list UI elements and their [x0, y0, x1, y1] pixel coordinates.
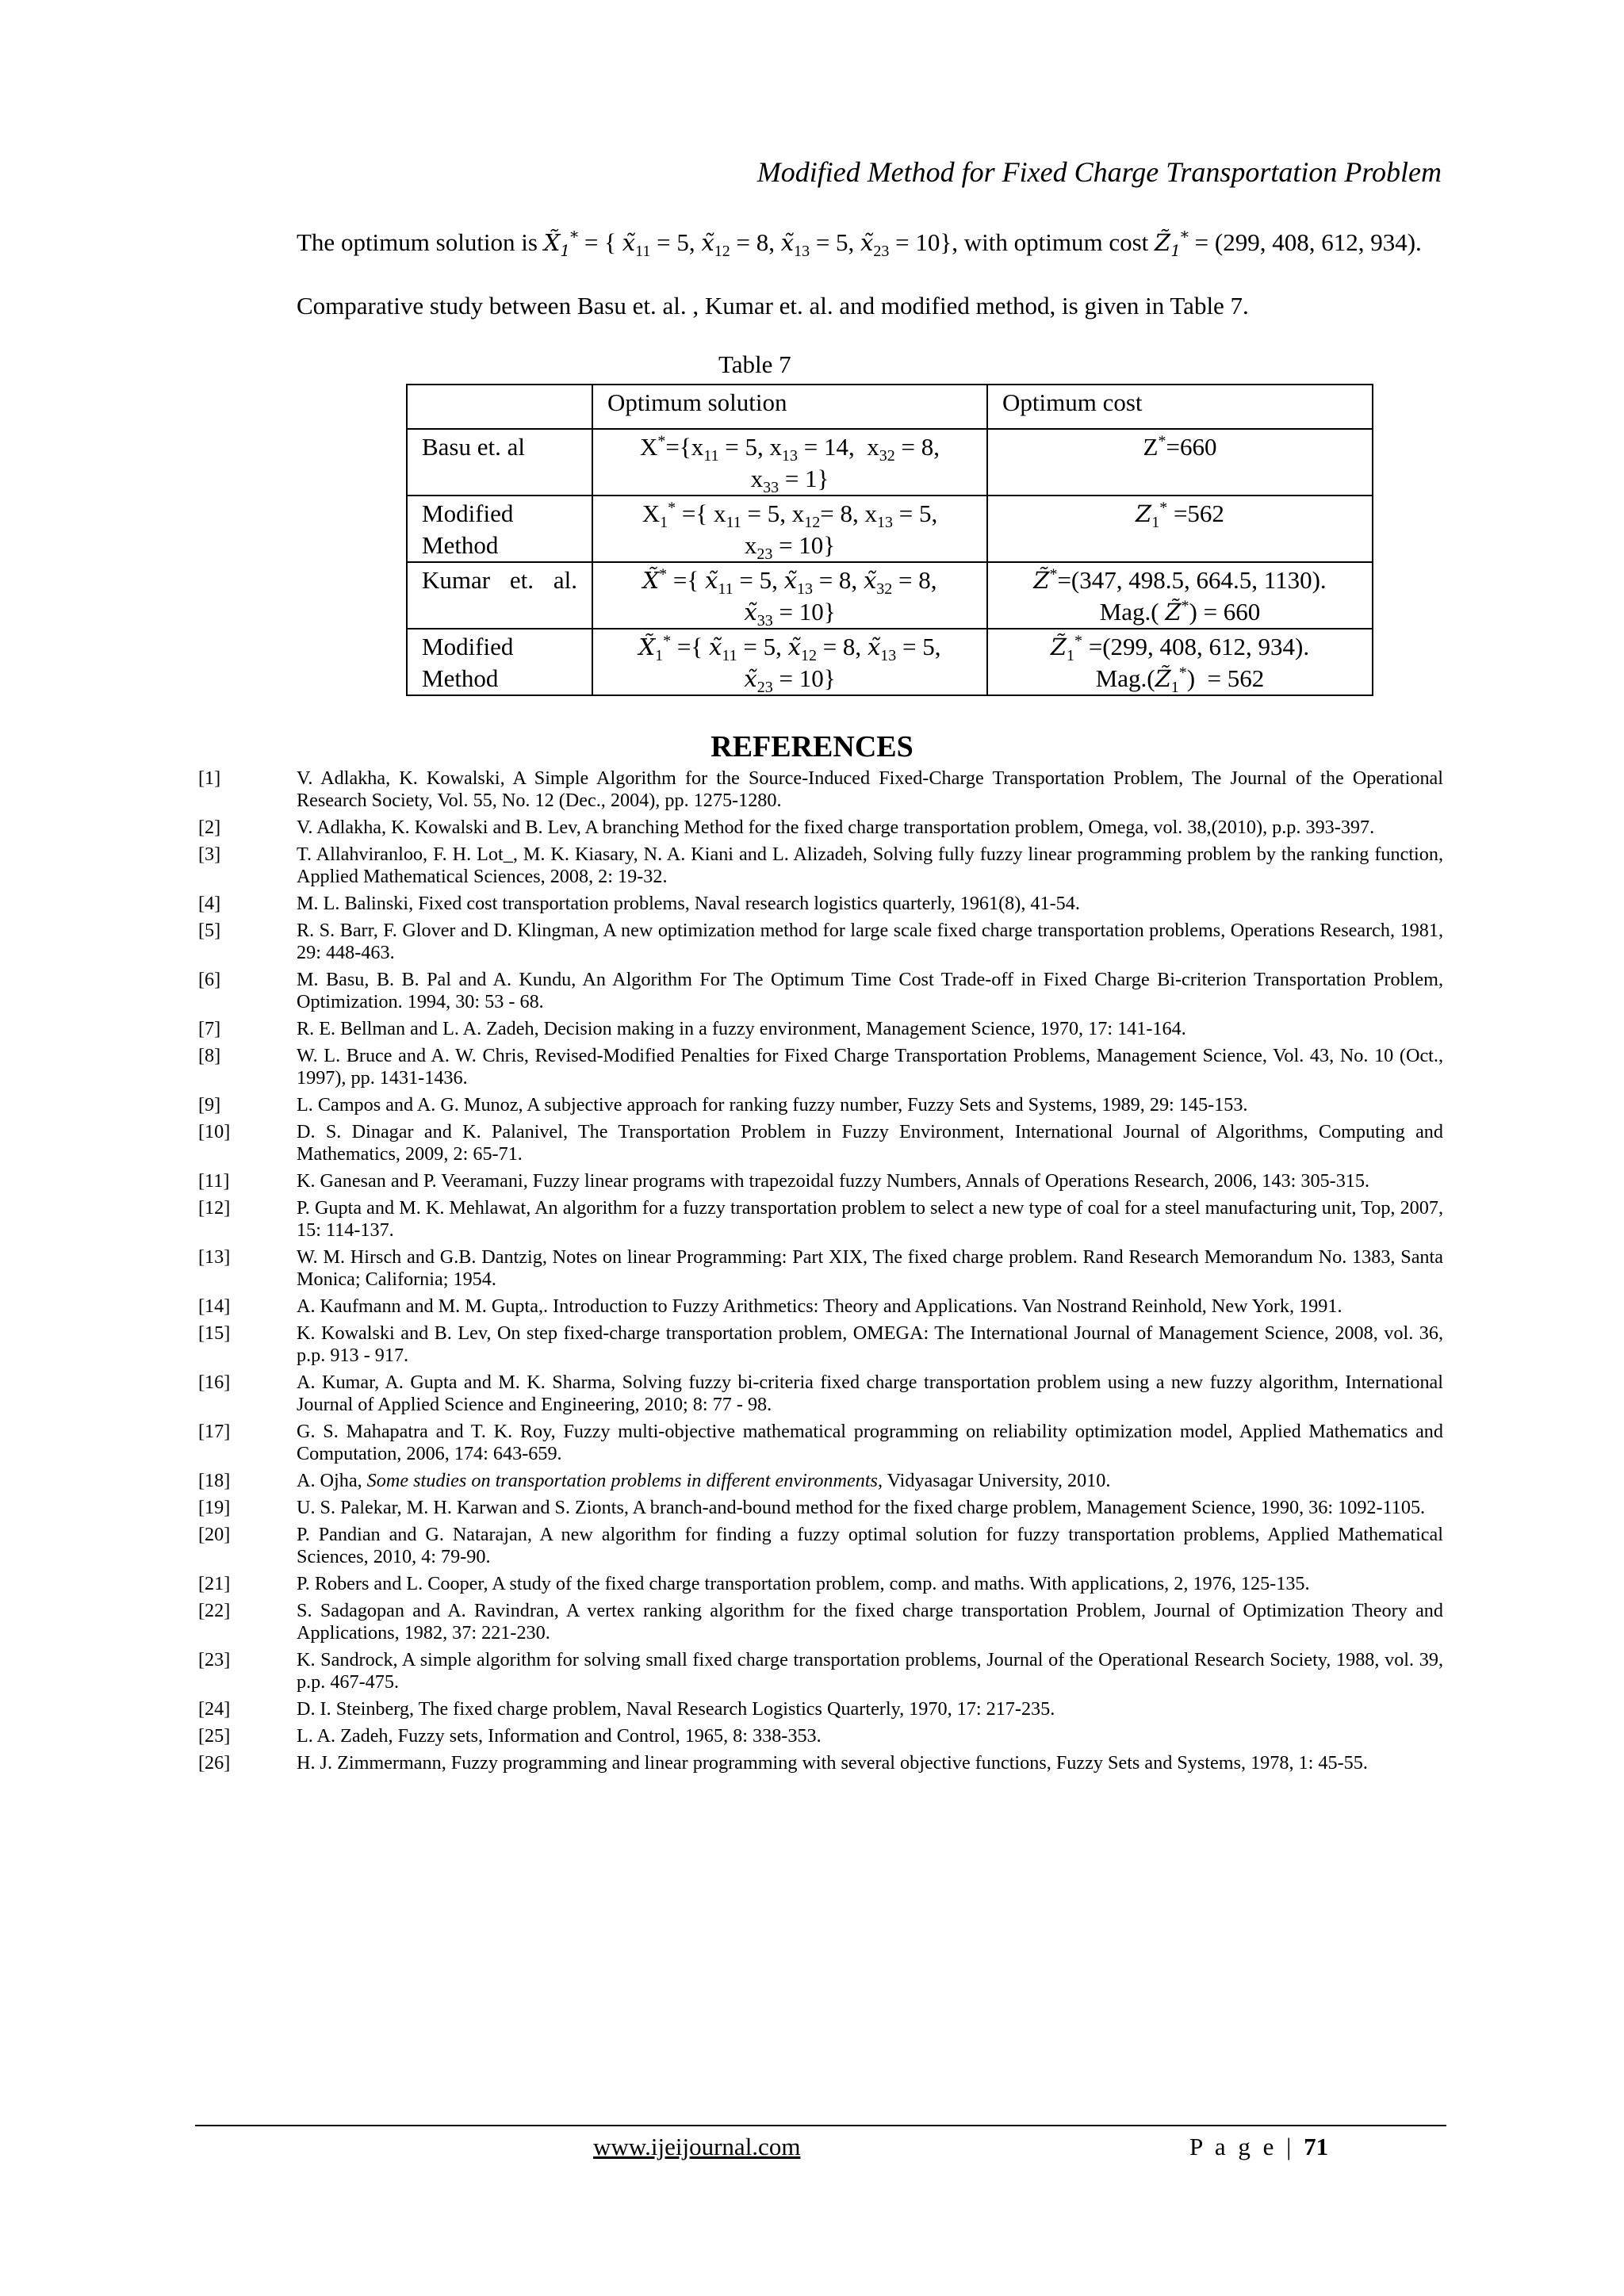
- table-cell-method: Basu et. al: [407, 429, 592, 496]
- table-cell-method: Modified Method: [407, 496, 592, 562]
- reference-item: [4] M. L. Balinski, Fixed cost transportation problems, Naval research logistics quarterly, 1961(8), 41-54.: [198, 893, 1080, 914]
- reference-item: [7] R. E. Bellman and L. A. Zadeh, Decision making in a fuzzy environment, Management Science, 1970, 17: 141-164.: [198, 1018, 1186, 1039]
- paragraph-comparative-study: Comparative study between Basu et. al. , Kumar et. al. and modified method, is given in Table 7.: [297, 292, 1249, 320]
- reference-item: [24] D. I. Steinberg, The fixed charge problem, Naval Research Logistics Quarterly, 1970, 17: 217-235.: [198, 1698, 1055, 1720]
- table-header-cell: [407, 385, 592, 429]
- table-header-cell: Optimum cost: [987, 385, 1373, 429]
- table-header-cell: Optimum solution: [592, 385, 987, 429]
- table-header-row: [407, 385, 1373, 429]
- reference-item: [11] K. Ganesan and P. Veeramani, Fuzzy linear programs with trapezoidal fuzzy Numbers, Annals of Operations Research, 2006, 143: 305-315.: [198, 1170, 1370, 1192]
- references-list: [198, 767, 1443, 1779]
- reference-item: [23] K. Sandrock, A simple algorithm for solving small fixed charge transportation problems, Journal of the Operational Research Society, 1988, vol. 39, p.p. 467-475.: [198, 1649, 1443, 1693]
- reference-item: [3] T. Allahviranloo, F. H. Lot_, M. K. Kiasary, N. A. Kiani and L. Alizadeh, Solving fully fuzzy linear programming problem by the ranking function, Applied Mathematical Sciences, 2008, 2: 19-32.: [198, 844, 1443, 887]
- table-cell-method: Kumar et. al.: [407, 562, 592, 629]
- running-head: Modified Method for Fixed Charge Transportation Problem: [756, 156, 1442, 188]
- reference-item: [13] W. M. Hirsch and G.B. Dantzig, Notes on linear Programming: Part XIX, The fixed charge problem. Rand Research Memorandum No. 1383, Santa Monica; California; 1954.: [198, 1246, 1443, 1290]
- table-cell-cost: Z̃*=(347, 498.5, 664.5, 1130). Mag.( Z̃*) = 660: [987, 562, 1373, 629]
- footer-divider: [195, 2125, 1446, 2126]
- table-cell-cost: $Z̃_1^* =(299$, 408, 612, 934). $Mag.(Z̃_1^*) = 562$: [987, 629, 1373, 695]
- table-cell-solution: $X^*=\{x_{11} = 5$, $x_{13} = 14$, $x_{32} = 8$, $x_{33} = 1$}: [592, 429, 987, 496]
- table-cell-cost: Z*=660: [987, 429, 1373, 496]
- reference-item: [2] V. Adlakha, K. Kowalski and B. Lev, A branching Method for the fixed charge transportation problem, Omega, vol. 38,(2010), p.p. 393-397.: [198, 817, 1375, 838]
- reference-item: [10] D. S. Dinagar and K. Palanivel, The Transportation Problem in Fuzzy Environment, International Journal of Algorithms, Computing and Mathematics, 2009, 2: 65-71.: [198, 1121, 1443, 1165]
- paragraph-optimum-solution: The optimum solution is $X̃_1^*$ = { $x̃_{11} = 5$, $x̃_{12} = 8$, $x̃_{13} = 5$, $x̃_{23} = 10$}, with optimum cost $Z̃_1^* = (299$, 408, 612, 934).: [297, 227, 1422, 261]
- references-heading: REFERENCES: [710, 730, 914, 763]
- table-row: [407, 496, 1373, 562]
- math-z-tilde: $Z̃_1^*$: [1155, 227, 1189, 260]
- table-row: [407, 562, 1373, 629]
- table-row: [407, 629, 1373, 695]
- reference-item: [19] U. S. Palekar, M. H. Karwan and S. Zionts, A branch-and-bound method for the fixed charge problem, Management Science, 1990, 36: 1092-1105.: [198, 1497, 1426, 1518]
- reference-item: [6] M. Basu, B. B. Pal and A. Kundu, An Algorithm For The Optimum Time Cost Trade-off in Fixed Charge Bi-criterion Transportation Problem, Optimization. 1994, 30: 53 - 68.: [198, 969, 1443, 1012]
- reference-item: [26] H. J. Zimmermann, Fuzzy programming and linear programming with several objective functions, Fuzzy Sets and Systems, 1978, 1: 45-55.: [198, 1752, 1368, 1774]
- reference-item: [12] P. Gupta and M. K. Mehlawat, An algorithm for a fuzzy transportation problem to select a new type of coal for a steel manufacturing unit, Top, 2007, 15: 114-137.: [198, 1197, 1443, 1241]
- table-cell-solution: X̃* ={ $x̃_{11} = 5$, $x̃_{13} = 8$, $x̃_{32} = 8$, $x̃_{33} = 10$}: [592, 562, 987, 629]
- reference-item: [14] A. Kaufmann and M. M. Gupta,. Introduction to Fuzzy Arithmetics: Theory and Applications. Van Nostrand Reinhold, New York, 1991.: [198, 1295, 1342, 1317]
- reference-item: [5] R. S. Barr, F. Glover and D. Klingman, A new optimization method for large scale fixed charge transportation problems, Operations Research, 1981, 29: 448-463.: [198, 920, 1443, 963]
- footer-journal-link[interactable]: www.ijeijournal.com: [593, 2133, 801, 2160]
- reference-item: [21] P. Robers and L. Cooper, A study of the fixed charge transportation problem, comp. and maths. With applications, 2, 1976, 125-135.: [198, 1573, 1310, 1594]
- table-caption: Table 7: [718, 350, 791, 378]
- comparison-table: [406, 384, 1373, 696]
- math-x-tilde: $X̃_1^*$: [543, 227, 579, 260]
- table-row: [407, 429, 1373, 496]
- table-cell-cost: $Z_1^* =562$: [987, 496, 1373, 562]
- reference-item: [1] V. Adlakha, K. Kowalski, A Simple Algorithm for the Source-Induced Fixed-Charge Transportation Problem, The Journal of the Operational Research Society, Vol. 55, No. 12 (Dec., 2004), pp. 1275-1280.: [198, 767, 1443, 811]
- reference-item: [18] A. Ojha, Some studies on transportation problems in different environments, Vidyasagar University, 2010.: [198, 1470, 1111, 1491]
- reference-item: [20] P. Pandian and G. Natarajan, A new algorithm for finding a fuzzy optimal solution for fuzzy transportation problems, Applied Mathematical Sciences, 2010, 4: 79-90.: [198, 1524, 1443, 1567]
- table-cell-method: Modified Method: [407, 629, 592, 695]
- reference-item: [22] S. Sadagopan and A. Ravindran, A vertex ranking algorithm for the fixed charge transportation Problem, Journal of Optimization Theory and Applications, 1982, 37: 221-230.: [198, 1600, 1443, 1644]
- reference-item: [9] L. Campos and A. G. Munoz, A subjective approach for ranking fuzzy number, Fuzzy Sets and Systems, 1989, 29: 145-153.: [198, 1094, 1248, 1115]
- table-cell-solution: $X_1^*$ ={ $x_{11} = 5$, $x_{12}= 8$, $x_{13} = 5$, $x_{23} = 10$}: [592, 496, 987, 562]
- reference-item: [16] A. Kumar, A. Gupta and M. K. Sharma, Solving fuzzy bi-criteria fixed charge transportation problem using a new fuzzy algorithm, International Journal of Applied Science and Engineering, 2010; 8: 77 - 98.: [198, 1372, 1443, 1415]
- reference-item: [17] G. S. Mahapatra and T. K. Roy, Fuzzy multi-objective mathematical programming on reliability optimization model, Applied Mathematics and Computation, 2006, 174: 643-659.: [198, 1421, 1443, 1464]
- table-cell-solution: $X̃_1^*$ ={ $x̃_{11} = 5$, $x̃_{12} = 8$, $x̃_{13} = 5$, $x̃_{23} = 10$}: [592, 629, 987, 695]
- reference-item: [8] W. L. Bruce and A. W. Chris, Revised-Modified Penalties for Fixed Charge Transportation Problems, Management Science, Vol. 43, No. 10 (Oct., 1997), pp. 1431-1436.: [198, 1045, 1443, 1089]
- reference-item: [25] L. A. Zadeh, Fuzzy sets, Information and Control, 1965, 8: 338-353.: [198, 1725, 822, 1747]
- reference-item: [15] K. Kowalski and B. Lev, On step fixed-charge transportation problem, OMEGA: The International Journal of Management Science, 2008, vol. 36, p.p. 913 - 917.: [198, 1322, 1443, 1366]
- footer-page-number: P a g e | 71: [1189, 2133, 1329, 2160]
